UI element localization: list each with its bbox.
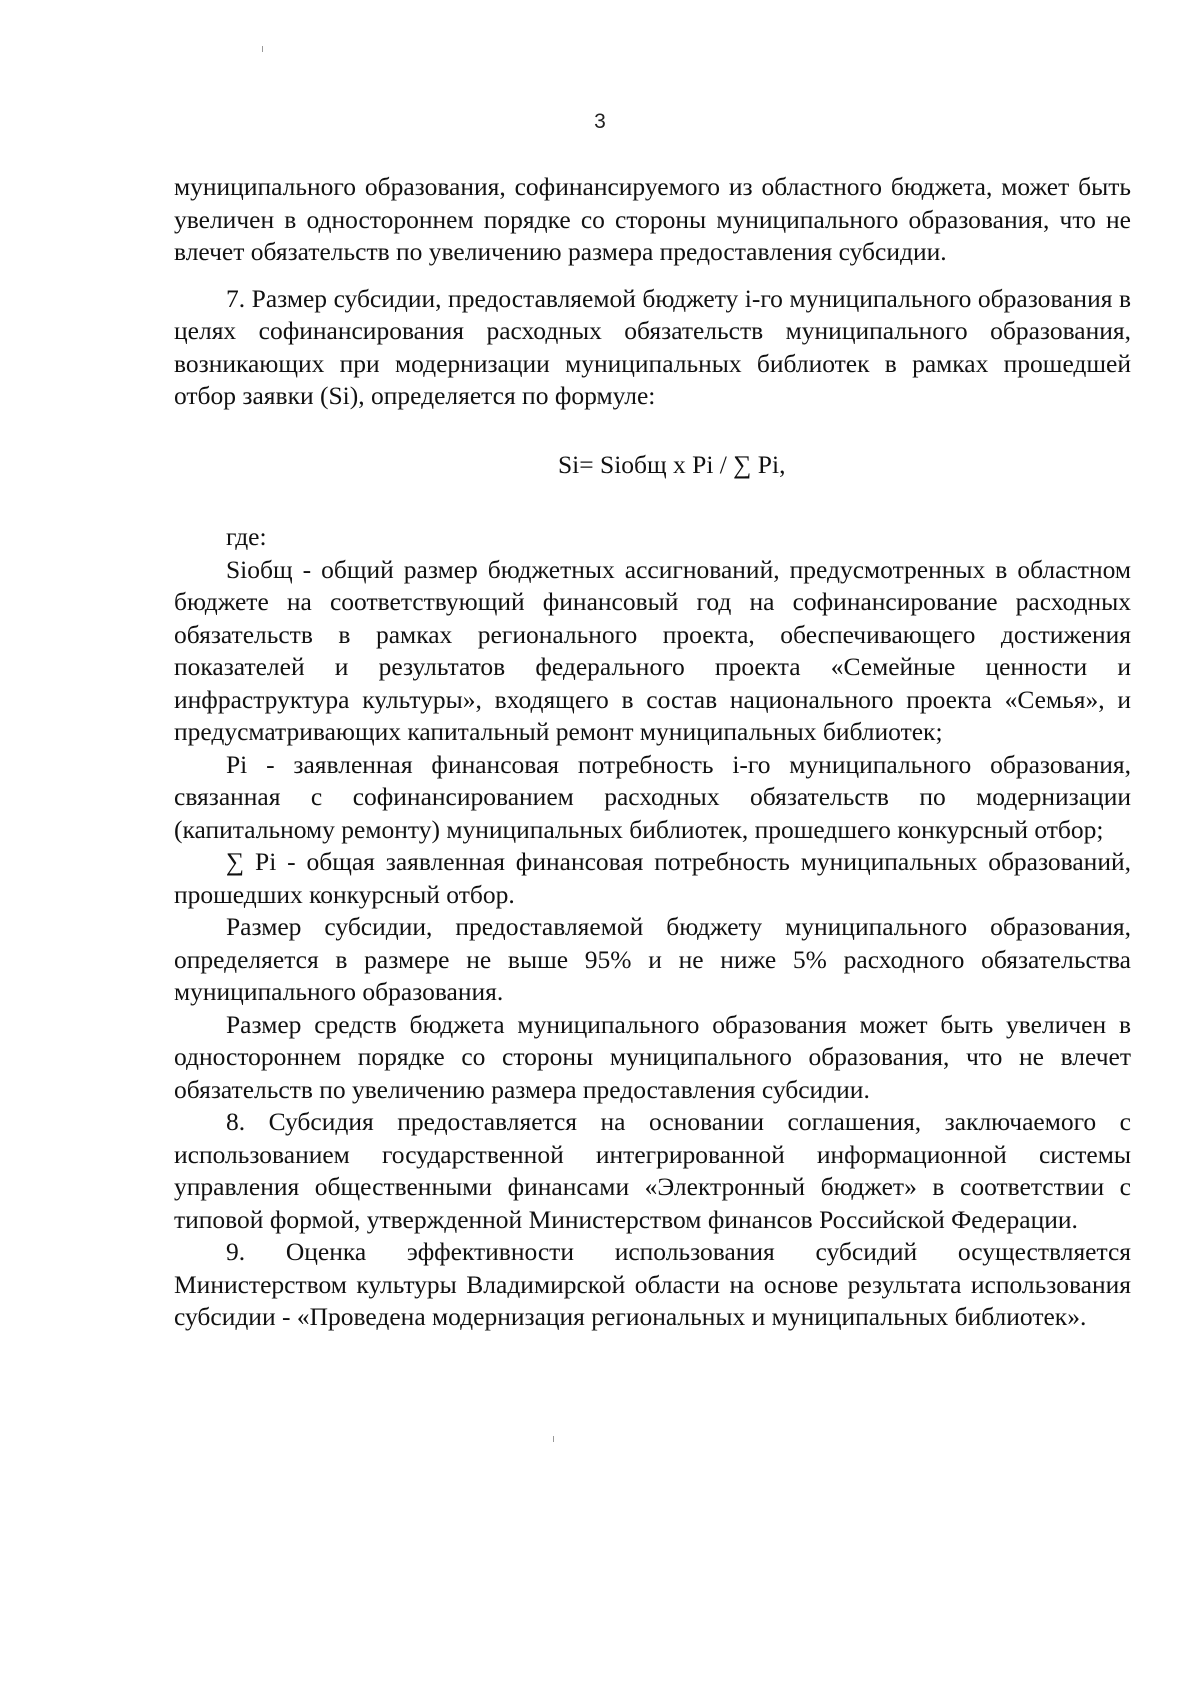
paragraph-subsidy-limit: Размер субсидии, предоставляемой бюджету муниципального образования, определяется в размере не выше 95% и не ниже 5% расходного обязательства муниципального образования. — [174, 912, 1131, 1006]
definition-siobsh: Siобщ - общий размер бюджетных ассигнований, предусмотренных в областном бюджете на соответствующий финансовый год на софинансирование расходных обязательств в рамках регионального проекта, обеспечивающего достижения показателей и результатов федерального проекта «Семейные ценности и инфраструктура культуры», входящего в состав национального проекта «Семья», и предусматривающих капитальный ремонт муниципальных библиотек; — [174, 554, 1131, 746]
definition-pi: Pi - заявленная финансовая потребность i-го муниципального образования, связанная с софинансированием расходных обязательств по модернизации (капитальному ремонту) муниципальных библиотек, прошедшего конкурсный отбор; — [174, 749, 1131, 844]
paragraph-9: 9. Оценка эффективности использования субсидий осуществляется Министерством культуры Владимирской области на основе результата использования субсидии - «Проведена модернизация региональных и муниципальных библиотек». — [174, 1237, 1131, 1331]
paragraph-8: 8. Субсидия предоставляется на основании соглашения, заключаемого с использованием государственной интегрированной информационной системы управления общественными финансами «Электронный бюджет» в соответствии с типовой формой, утвержденной Министерством финансов Российской Федерации. — [174, 1107, 1131, 1234]
page-number: 3 — [594, 110, 606, 133]
definition-sum-pi: ∑ Pi - общая заявленная финансовая потребность муниципальных образований, прошедших конкурсный отбор. — [174, 847, 1131, 909]
paragraph-continuation: муниципального образования, софинансируемого из областного бюджета, может быть увеличен в одностороннем порядке со стороны муниципального образования, что не влечет обязательств по увеличению размера предоставления субсидии. — [174, 172, 1131, 266]
paragraph-7: 7. Размер субсидии, предоставляемой бюджету i-го муниципального образования в целях софинансирования расходных обязательств муниципального образования, возникающих при модернизации муниципальных библиотек в рамках прошедшей отбор заявки (Si), определяется по формуле: — [174, 283, 1131, 410]
scan-speck — [262, 46, 263, 52]
scan-speck — [553, 1436, 554, 1442]
formula: Si= Siобщ x Pi / ∑ Pi, — [558, 449, 786, 479]
where-label: где: — [226, 522, 267, 551]
paragraph-budget-increase: Размер средств бюджета муниципального образования может быть увеличен в одностороннем порядке со стороны муниципального образования, что не влечет обязательств по увеличению размера предоставления субсидии. — [174, 1009, 1131, 1104]
document-body — [174, 171, 1131, 1334]
